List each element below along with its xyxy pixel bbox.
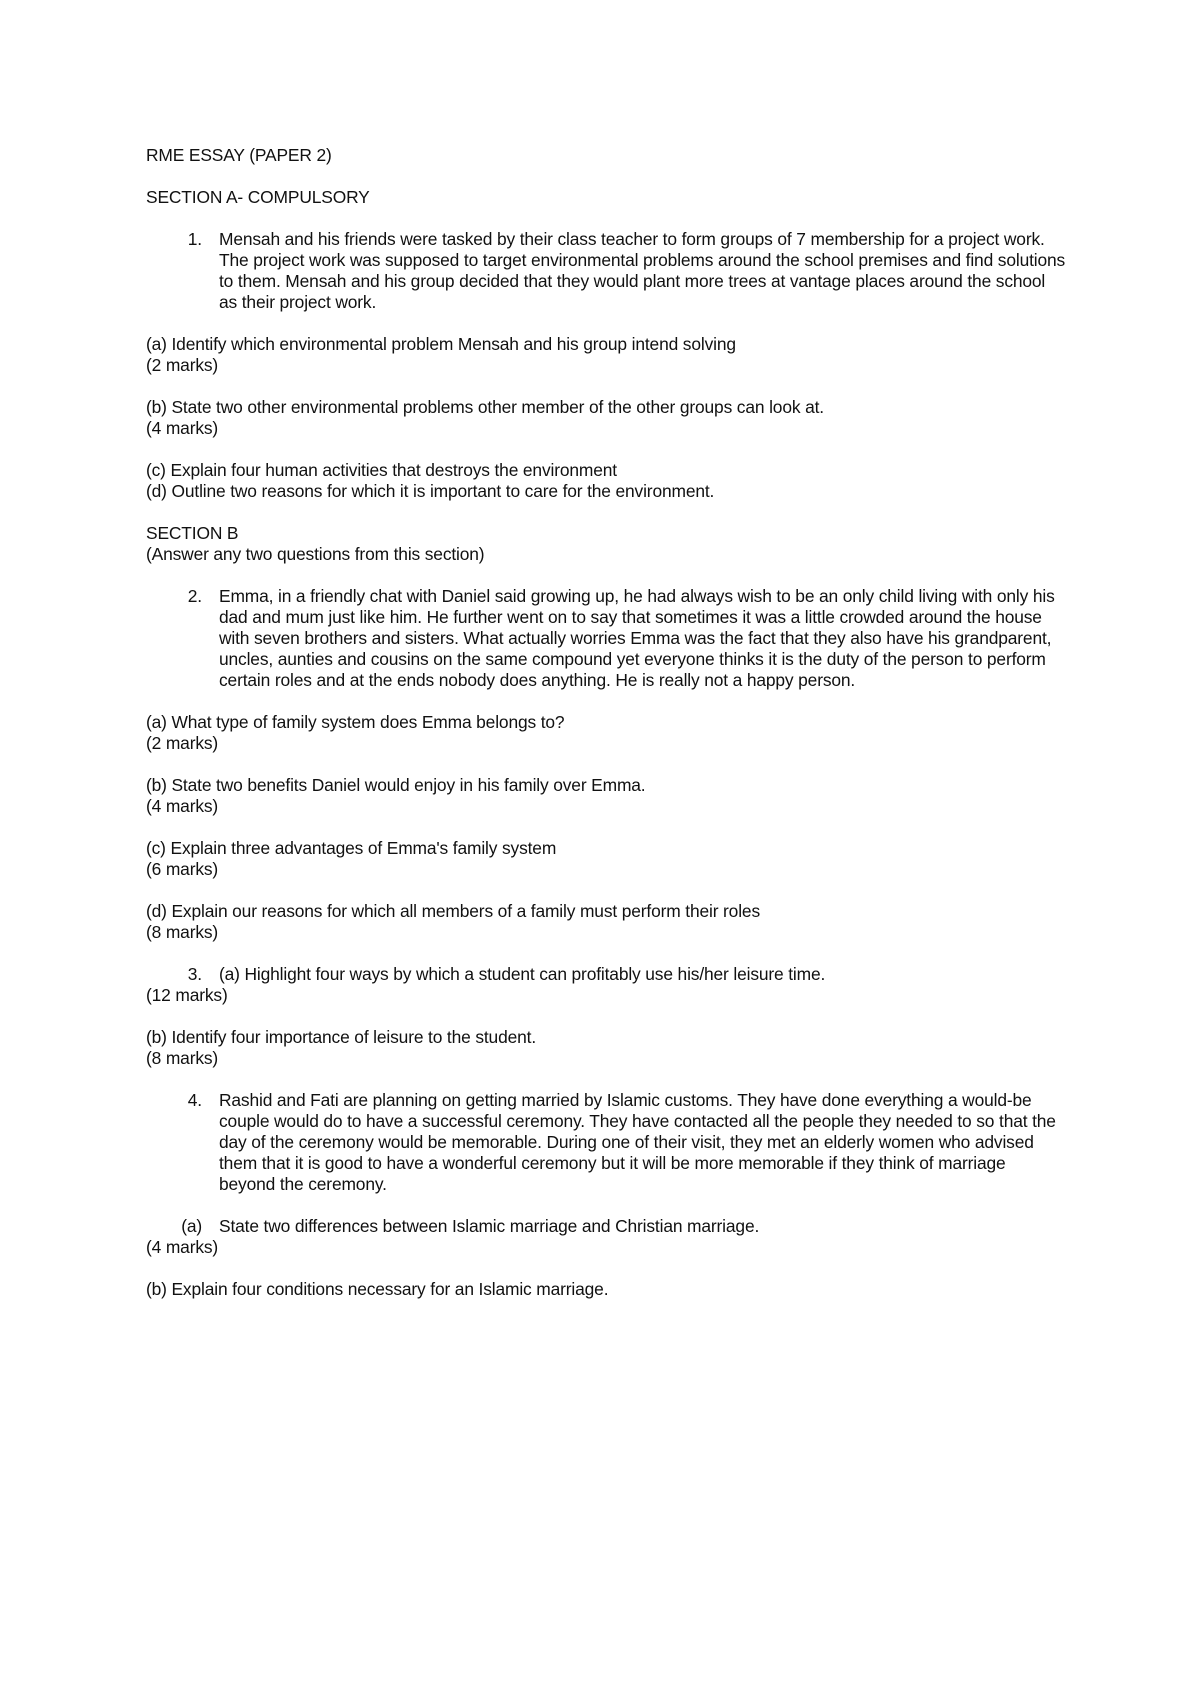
q4-part-a-marks: (4 marks): [146, 1237, 219, 1257]
question-2-text: Emma, in a friendly chat with Daniel said growing up, he had always wish to be an only child living with only his dad and mum just like him. He further went on to say that sometimes it was a little crowded around the house with seven brothers and sisters. What actually worries Emma was the fact that they also have his grandparent, uncles, aunties and cousins on the same compound yet everyone thinks it is the duty of the person to perform certain roles and at the ends nobody does anything. He is really not a happy person.: [219, 586, 1055, 690]
q1-part-a: [146, 334, 1076, 376]
question-1-number: 1.: [187, 229, 202, 249]
q1-part-b: [146, 397, 1076, 439]
q2-part-a: [146, 712, 1076, 754]
q2-part-c-marks: (6 marks): [146, 859, 219, 879]
question-2-number: 2.: [187, 586, 202, 606]
q3-part-b-marks: (8 marks): [146, 1048, 219, 1068]
q3-part-a-text: (a) Highlight four ways by which a student can profitably use his/her leisure time.: [219, 964, 826, 984]
q3-part-b-text: (b) Identify four importance of leisure to the student.: [146, 1027, 537, 1047]
question-1: [146, 229, 1076, 313]
section-a-heading: SECTION A- COMPULSORY: [146, 187, 370, 207]
q4-part-a-label: (a): [181, 1216, 202, 1236]
q1-part-b-text: (b) State two other environmental problems other member of the other groups can look at.: [146, 397, 824, 417]
section-b-instruction: (Answer any two questions from this section): [146, 544, 485, 564]
question-4-number: 4.: [187, 1090, 202, 1110]
question-1-text: Mensah and his friends were tasked by their class teacher to form groups of 7 membership for a project work. The project work was supposed to target environmental problems around the school premises and find solutions to them. Mensah and his group decided that they would plant more trees at vantage places around the school as their project work.: [219, 229, 1066, 312]
q2-part-b-text: (b) State two benefits Daniel would enjoy in his family over Emma.: [146, 775, 646, 795]
q4-part-a-text: State two differences between Islamic marriage and Christian marriage.: [219, 1216, 760, 1236]
section-b-heading: SECTION B: [146, 523, 239, 543]
q2-part-d: [146, 901, 1076, 943]
q3-part-a-marks: (12 marks): [146, 985, 228, 1005]
question-3-part-a: [146, 964, 1076, 1006]
q1-parts-c-d: [146, 460, 1076, 502]
q4-part-a: [146, 1216, 1076, 1258]
question-2: [146, 586, 1076, 691]
q4-part-b: [146, 1279, 1076, 1300]
q2-part-a-text: (a) What type of family system does Emma belongs to?: [146, 712, 565, 732]
q1-part-b-marks: (4 marks): [146, 418, 219, 438]
q2-part-d-text: (d) Explain our reasons for which all members of a family must perform their roles: [146, 901, 760, 921]
q4-part-b-text: (b) Explain four conditions necessary for an Islamic marriage.: [146, 1279, 609, 1299]
q2-part-c-text: (c) Explain three advantages of Emma's family system: [146, 838, 557, 858]
question-4: [146, 1090, 1076, 1195]
section-b-header: [146, 523, 1076, 565]
paper-title: RME ESSAY (PAPER 2): [146, 145, 332, 165]
q1-part-a-marks: (2 marks): [146, 355, 219, 375]
q2-part-b: [146, 775, 1076, 817]
q1-part-a-text: (a) Identify which environmental problem Mensah and his group intend solving: [146, 334, 736, 354]
q3-part-b: [146, 1027, 1076, 1069]
q1-part-d-text: (d) Outline two reasons for which it is important to care for the environment.: [146, 481, 715, 501]
exam-paper: [146, 145, 1076, 1321]
q2-part-d-marks: (8 marks): [146, 922, 219, 942]
q2-part-c: [146, 838, 1076, 880]
question-3-number: 3.: [187, 964, 202, 984]
q2-part-a-marks: (2 marks): [146, 733, 219, 753]
q1-part-c-text: (c) Explain four human activities that destroys the environment: [146, 460, 617, 480]
q2-part-b-marks: (4 marks): [146, 796, 219, 816]
question-4-text: Rashid and Fati are planning on getting married by Islamic customs. They have done everything a would-be couple would do to have a successful ceremony. They have contacted all the people they needed to so that the day of the ceremony would be memorable. During one of their visit, they met an elderly women who advised them that it is good to have a wonderful ceremony but it will be more memorable if they think of marriage beyond the ceremony.: [219, 1090, 1056, 1194]
